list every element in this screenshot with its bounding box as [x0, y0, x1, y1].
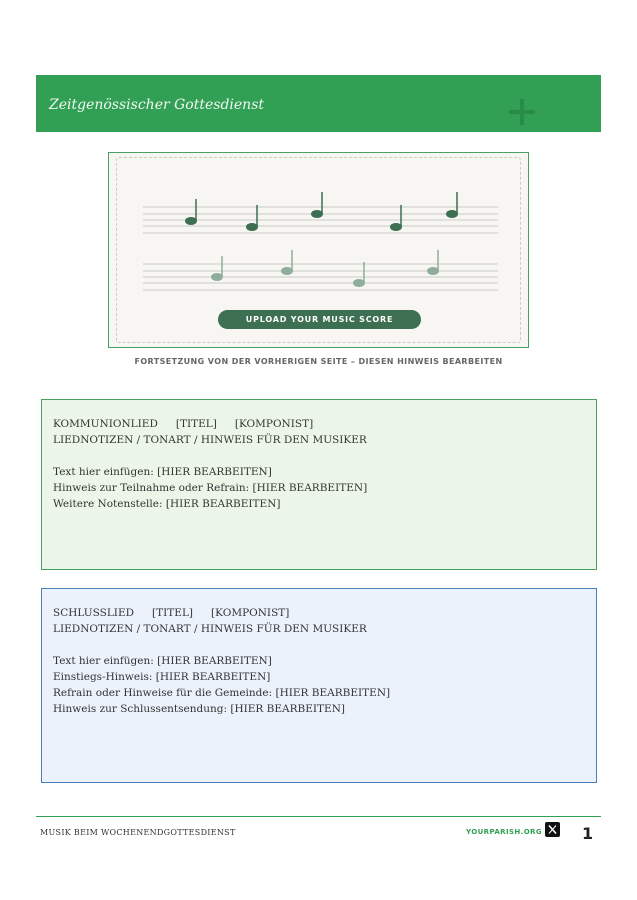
music-note-icon	[281, 250, 293, 275]
additional-notes-field[interactable]: Weitere Notenstelle: [HIER BEARBEITEN]	[53, 498, 281, 510]
song-notes: LIEDNOTIZEN / TONART / HINWEIS FÜR DEN MUSIKER	[53, 623, 367, 635]
song-notes: LIEDNOTIZEN / TONART / HINWEIS FÜR DEN MUSIKER	[53, 434, 367, 446]
song-composer[interactable]: [KOMPONIST]	[211, 607, 290, 619]
cross-icon	[509, 99, 535, 125]
music-note-icon	[246, 205, 258, 231]
entrance-cue-field[interactable]: Einstiegs-Hinweis: [HIER BEARBEITEN]	[53, 671, 271, 683]
song-label: KOMMUNIONLIED	[53, 418, 158, 430]
song-heading	[53, 416, 585, 432]
x-icon[interactable]	[545, 822, 560, 837]
music-note-icon	[211, 256, 223, 281]
continuation-note: FORTSETZUNG VON DER VORHERIGEN SEITE – DIESEN HINWEIS BEARBEITEN	[134, 357, 503, 366]
song-composer[interactable]: [KOMPONIST]	[234, 418, 314, 430]
upload-score-button[interactable]: UPLOAD YOUR MUSIC SCORE	[218, 310, 421, 329]
music-note-icon	[427, 250, 439, 275]
song-heading	[53, 605, 585, 621]
music-note-icon	[446, 192, 458, 218]
music-score-placeholder[interactable]	[108, 152, 529, 348]
footer-caption: MUSIK BEIM WOCHENENDGOTTESDIENST	[40, 828, 236, 837]
footer-divider	[36, 816, 601, 817]
song-title[interactable]: [TITEL]	[152, 607, 194, 619]
page-title: Zeitgenössischer Gottesdienst	[49, 97, 265, 113]
song-label: SCHLUSSLIED	[53, 607, 135, 619]
music-note-icon	[390, 205, 402, 231]
music-note-icon	[185, 199, 197, 225]
refrain-field[interactable]: Refrain oder Hinweise für die Gemeinde: [HIER BEARBEITEN]	[53, 687, 391, 699]
music-note-icon	[353, 262, 365, 287]
spacer	[53, 448, 585, 464]
header-banner	[36, 75, 601, 132]
closing-song-box[interactable]	[41, 588, 597, 783]
lyrics-field[interactable]: Text hier einfügen: [HIER BEARBEITEN]	[53, 655, 272, 667]
website-link[interactable]: YOURPARISH.ORG	[466, 828, 542, 836]
song-title[interactable]: [TITEL]	[175, 418, 217, 430]
x-logo-glyph	[545, 822, 560, 837]
dismissal-field[interactable]: Hinweis zur Schlussentsendung: [HIER BEARBEITEN]	[53, 703, 346, 715]
music-note-icon	[311, 192, 323, 218]
participation-field[interactable]: Hinweis zur Teilnahme oder Refrain: [HIER BEARBEITEN]	[53, 482, 368, 494]
page-number: 1	[582, 824, 594, 843]
spacer	[53, 637, 585, 653]
lyrics-field[interactable]: Text hier einfügen: [HIER BEARBEITEN]	[53, 466, 272, 478]
staff-lines-bottom	[143, 264, 498, 290]
communion-song-box[interactable]	[41, 399, 597, 570]
